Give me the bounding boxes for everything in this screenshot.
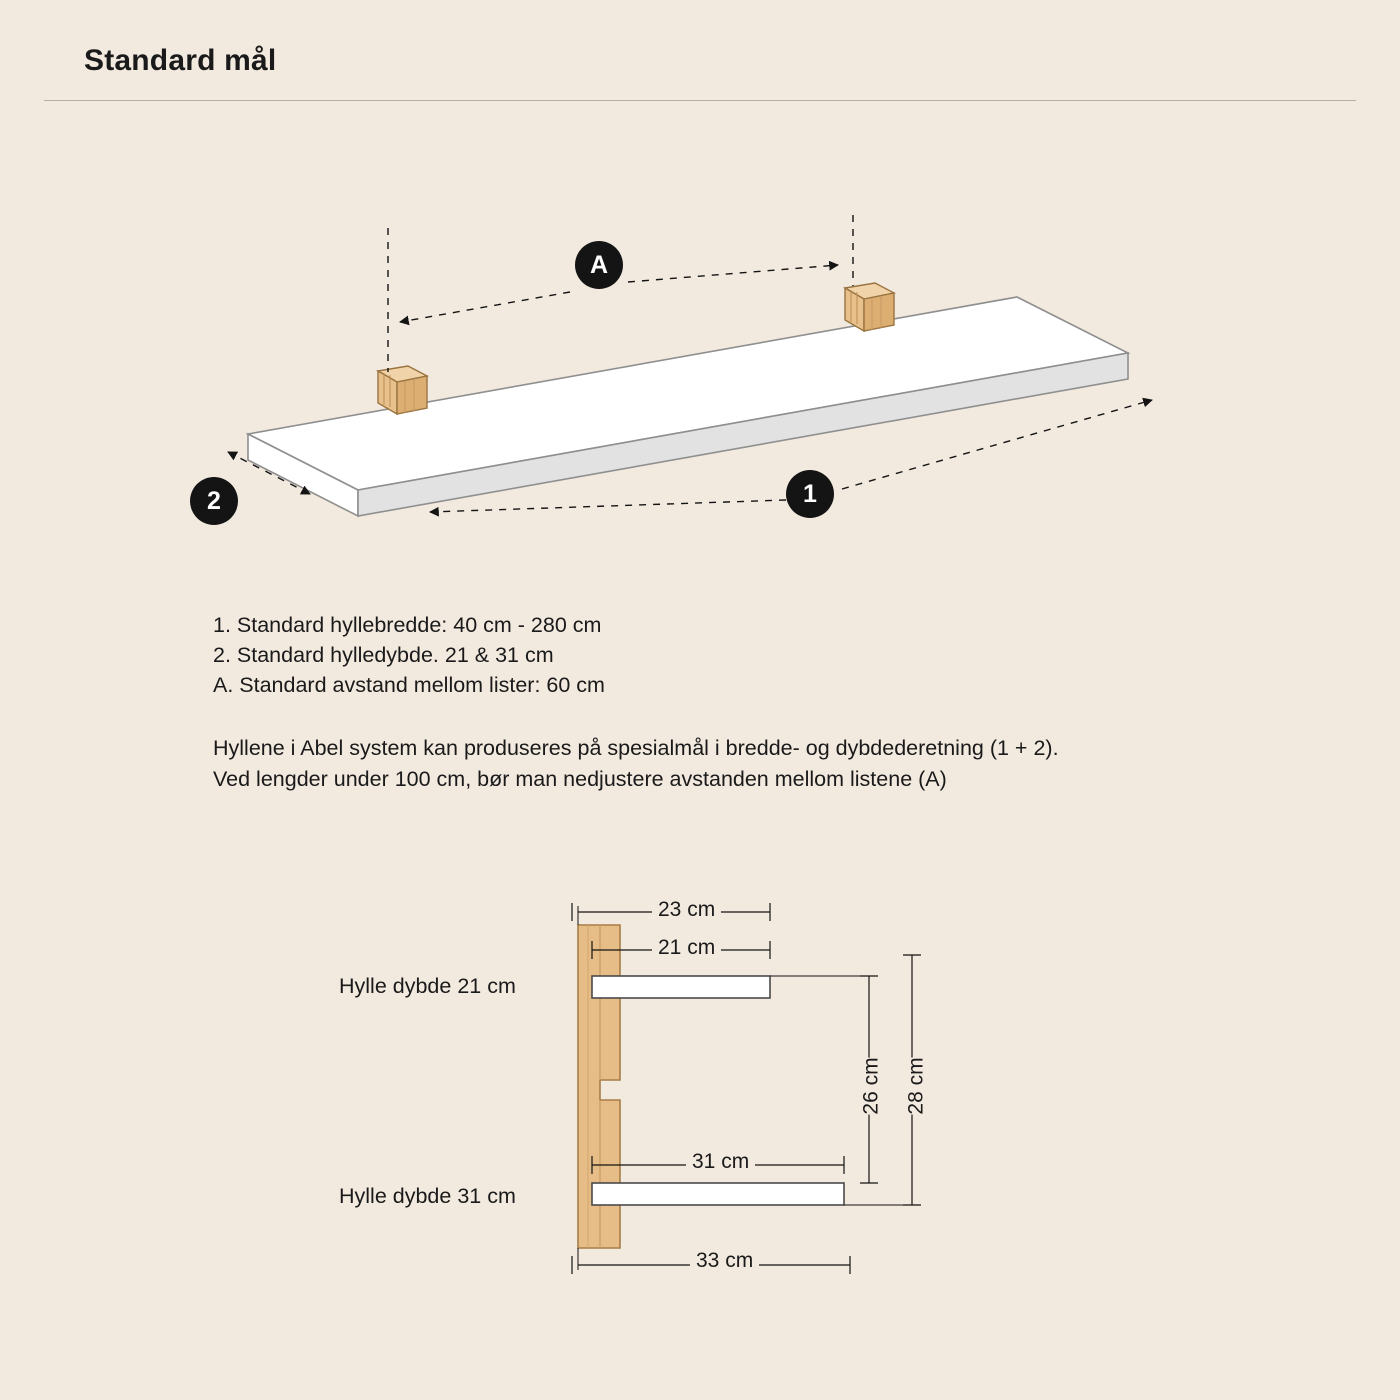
shelf-21-section bbox=[592, 976, 770, 998]
shelf-isometric-drawing bbox=[228, 215, 1152, 516]
shelf-depth-21-label: Hylle dybde 21 cm bbox=[339, 974, 516, 998]
note-line-1: Hyllene i Abel system kan produseres på spesialmål i bredde- og dybdederetning (1 + 2). bbox=[213, 736, 1059, 760]
page-title: Standard mål bbox=[84, 44, 277, 77]
batten-right-front bbox=[864, 293, 894, 331]
dim-label-31: 31 cm bbox=[686, 1150, 755, 1174]
shelf-depth-31-label: Hylle dybde 31 cm bbox=[339, 1184, 516, 1208]
spec-list bbox=[213, 610, 605, 700]
dim-line-a-right bbox=[628, 265, 838, 282]
dim-label-21: 21 cm bbox=[652, 936, 721, 960]
callout-badge-1: 1 bbox=[786, 470, 834, 518]
note-text bbox=[213, 733, 1059, 795]
callout-badge-a: A bbox=[575, 241, 623, 289]
dim-label-33: 33 cm bbox=[690, 1249, 759, 1273]
dim-label-28: 28 cm bbox=[899, 1057, 935, 1114]
spec-line-2: 2. Standard hylledybde. 21 & 31 cm bbox=[213, 643, 554, 667]
callout-badge-2: 2 bbox=[190, 477, 238, 525]
batten-left-front bbox=[397, 376, 427, 414]
dim-label-26: 26 cm bbox=[854, 1057, 890, 1114]
spec-line-a: A. Standard avstand mellom lister: 60 cm bbox=[213, 673, 605, 697]
dim-line-a-left bbox=[400, 292, 570, 322]
note-line-2: Ved lengder under 100 cm, bør man nedjustere avstanden mellom listene (A) bbox=[213, 767, 947, 791]
dim-label-23: 23 cm bbox=[652, 898, 721, 922]
spec-line-1: 1. Standard hyllebredde: 40 cm - 280 cm bbox=[213, 613, 602, 637]
dim-line-1-left bbox=[430, 500, 786, 512]
shelf-31-section bbox=[592, 1183, 844, 1205]
